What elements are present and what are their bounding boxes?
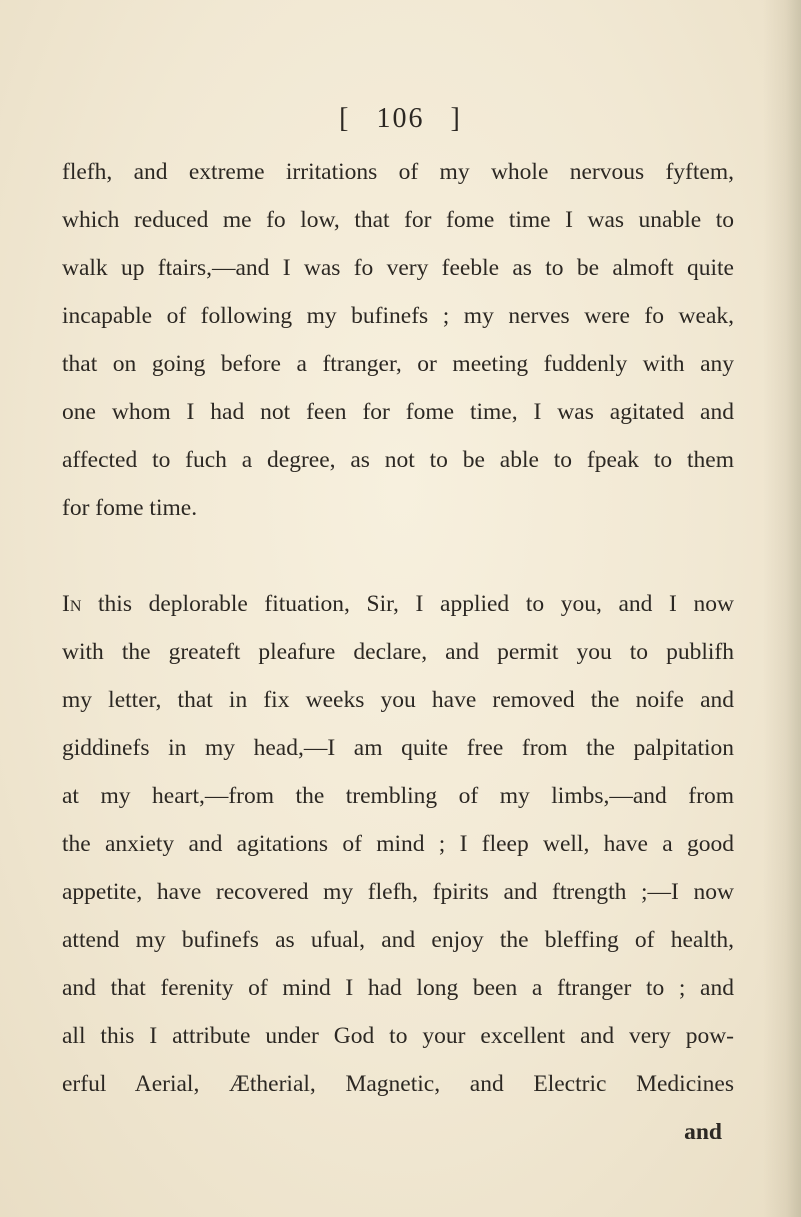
text-line: walk up ftairs,—and I was fo very feeble as to be almoft quite [62,255,734,281]
text-line: giddinefs in my head,—I am quite free from the palpitation [62,735,734,761]
text-line: flefh, and extreme irritations of my whole nervous fyftem, [62,159,734,185]
folio-left-bracket: [ [339,103,351,134]
folio-right-bracket: ] [450,103,462,134]
text-line: affected to fuch a degree, as not to be able to fpeak to them [62,447,734,473]
text-line: which reduced me fo low, that for fome time I was unable to [62,207,734,233]
text-line: and that ferenity of mind I had long been a ftranger to ; and [62,975,734,1001]
text-line: erful Aerial, Ætherial, Magnetic, and Electric Medicines [62,1071,734,1097]
text-line: for fome time. [62,495,198,521]
page-number-header [0,103,801,135]
text-line: at my heart,—from the trembling of my limbs,—and from [62,783,734,809]
page-number: 106 [376,103,425,134]
text-line: incapable of following my bufinefs ; my nerves were fo weak, [62,303,734,329]
opening-word: In [62,591,82,617]
opening-line-text: this deplorable fituation, Sir, I applied to you, and I now [81,591,734,617]
paragraph-break [62,532,734,580]
text-line: the anxiety and agitations of mind ; I fleep well, have a good [62,831,734,857]
text-line: with the greateft pleafure declare, and permit you to publifh [62,639,734,665]
catchword: and [684,1119,722,1145]
page-edge-shadow [763,0,801,1217]
text-line: all this I attribute under God to your excellent and very pow- [62,1023,734,1049]
text-line: that on going before a ftranger, or meeting fuddenly with any [62,351,734,377]
text-line: appetite, have recovered my flefh, fpirits and ftrength ;—I now [62,879,734,905]
paragraph-opening-line [62,580,734,628]
text-line: attend my bufinefs as ufual, and enjoy the bleffing of health, [62,927,734,953]
text-line: one whom I had not feen for fome time, I was agitated and [62,399,734,425]
body-text [62,148,734,1156]
text-line: my letter, that in fix weeks you have removed the noife and [62,687,734,713]
